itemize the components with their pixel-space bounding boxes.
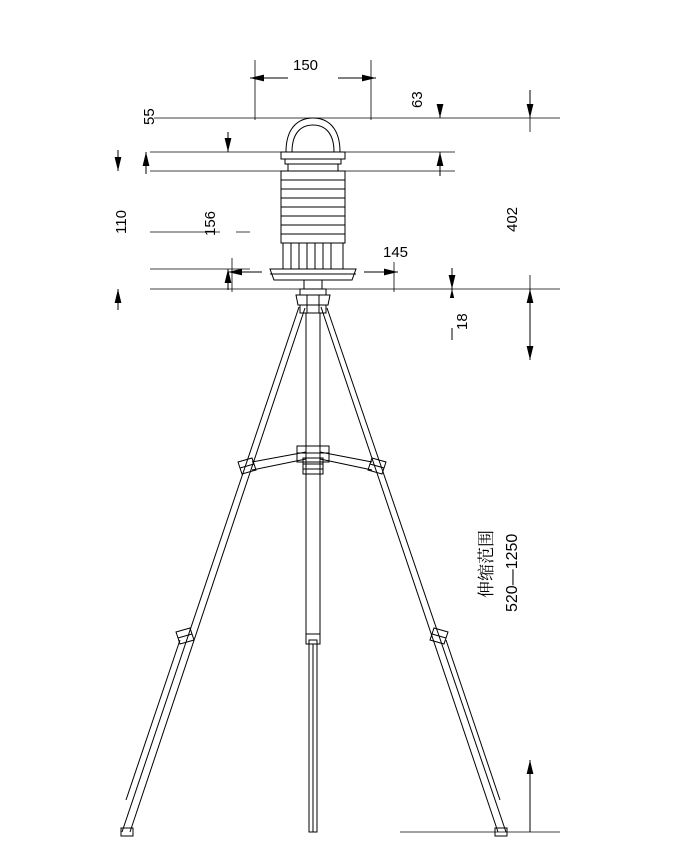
sensor-head-drawing: [270, 118, 356, 295]
dimension-label-tripod-range: 520—1250: [504, 533, 521, 612]
dimension-label-offset-63: 63: [409, 91, 426, 108]
dimension-label-width-145: 145: [383, 244, 409, 261]
dimension-label-total-402: 402: [504, 206, 521, 232]
dimension-label-offset-110: 110: [113, 210, 130, 234]
annotation-tripod-range-note: 伸缩范围: [477, 530, 497, 598]
dimension-label-width-150: 150: [293, 57, 319, 74]
extension-lines: [150, 57, 560, 832]
tripod-drawing: [121, 295, 507, 836]
dimension-label-offset-55: 55: [141, 108, 158, 125]
dimension-label-height-156: 156: [202, 210, 219, 236]
dimension-lines: [118, 78, 530, 832]
dimension-label-offset-18: 18: [454, 313, 471, 330]
